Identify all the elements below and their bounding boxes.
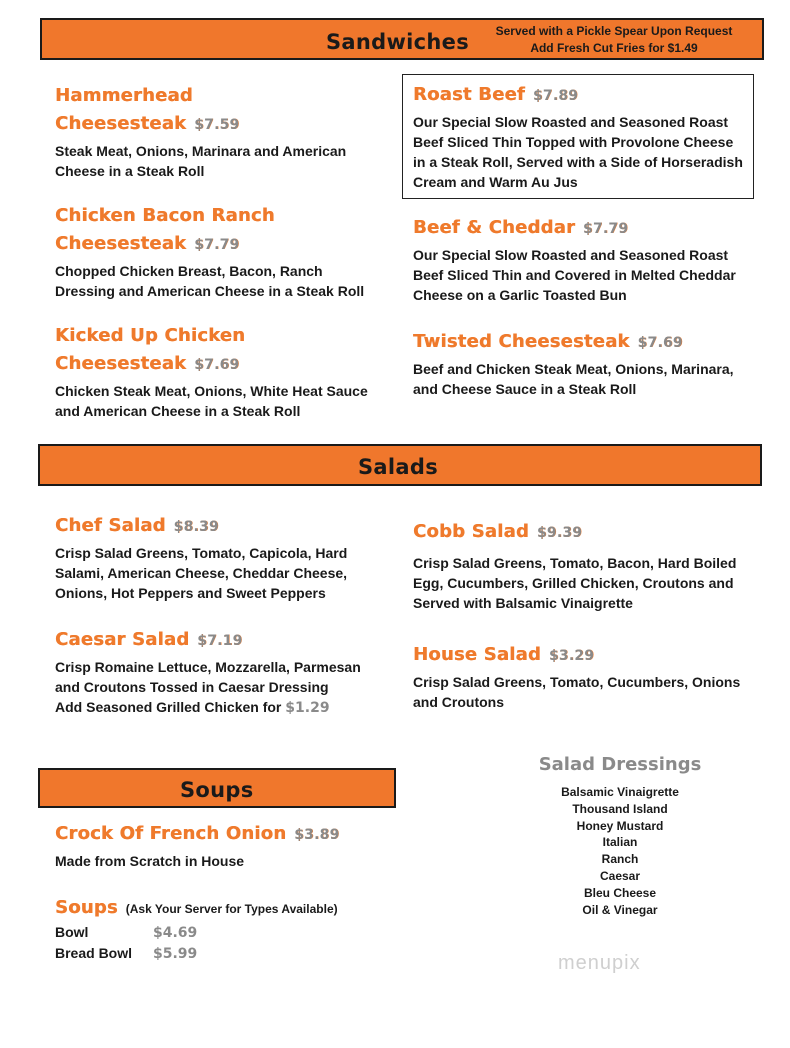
salads-title: Salads — [358, 455, 438, 479]
item-name: Chicken Bacon Ranch — [55, 205, 275, 226]
item-description: Crisp Salad Greens, Tomato, Capicola, Hard Salami, American Cheese, Cheddar Cheese, Onions, Hot Peppers and Sweet Peppers — [55, 545, 348, 601]
item-name-line2: Cheesesteak $7.69 — [55, 353, 240, 374]
menu-item-house-salad — [413, 641, 758, 712]
menu-item-french-onion — [55, 820, 395, 871]
note-pickle: Served with a Pickle Spear Upon Request — [495, 24, 733, 38]
dressing-item: Honey Mustard — [576, 818, 664, 833]
item-price: $7.19 — [197, 633, 243, 649]
menu-item-roast-beef — [402, 74, 754, 199]
item-name: House Salad $3.29 — [413, 644, 595, 665]
item-price: $7.79 — [194, 237, 240, 253]
item-description: Our Special Slow Roasted and Seasoned Roast Beef Sliced Thin Topped with Provolone Cheese in a Steak Roll, Served with a Side of Horseradish Cream and Warm Au Jus — [413, 114, 743, 190]
item-name: Chef Salad $8.39 — [55, 515, 219, 536]
item-description: Steak Meat, Onions, Marinara and American Cheese in a Steak Roll — [55, 143, 347, 179]
item-name-line2: Cheesesteak $7.59 — [55, 113, 240, 134]
soup-bread-bowl-row: Bread Bowl $5.99 — [55, 945, 198, 962]
item-description: Chicken Steak Meat, Onions, White Heat Sauce and American Cheese in a Steak Roll — [55, 383, 368, 419]
item-price: $7.69 — [637, 335, 683, 351]
menu-item-hammerhead — [55, 82, 375, 181]
soup-bowl-row: Bowl $4.69 — [55, 924, 198, 941]
soups-ask-note: (Ask Your Server for Types Available) — [125, 902, 338, 916]
item-description: Chopped Chicken Breast, Bacon, Ranch Dressing and American Cheese in a Steak Roll — [55, 263, 365, 299]
dressing-item: Oil & Vinegar — [582, 902, 658, 917]
item-name: Caesar Salad $7.19 — [55, 629, 243, 650]
dressings-title: Salad Dressings — [538, 754, 702, 775]
item-price: $7.89 — [532, 88, 579, 104]
item-description: Made from Scratch in House — [55, 853, 245, 869]
menu-item-twisted-cheesesteak — [413, 328, 758, 399]
menu-item-chef-salad — [55, 512, 375, 603]
menu-item-kicked-up-chicken — [55, 322, 385, 421]
item-name: Beef & Cheddar $7.79 — [413, 217, 629, 238]
bread-bowl-price: $5.99 — [153, 946, 198, 962]
item-name: Kicked Up Chicken — [55, 325, 246, 346]
item-price: $7.69 — [194, 357, 240, 373]
item-name: Cobb Salad $9.39 — [413, 521, 583, 542]
item-price: $7.59 — [194, 117, 240, 133]
sandwiches-note — [484, 23, 744, 57]
dressing-item: Caesar — [599, 868, 641, 883]
menu-item-beef-cheddar — [413, 214, 758, 305]
sandwiches-title: Sandwiches — [326, 30, 470, 54]
item-description: Beef and Chicken Steak Meat, Onions, Marinara, and Cheese Sauce in a Steak Roll — [413, 361, 734, 397]
item-addon: Add Seasoned Grilled Chicken for $1.29 — [55, 699, 330, 716]
item-description: Crisp Salad Greens, Tomato, Bacon, Hard Boiled Egg, Cucumbers, Grilled Chicken, Croutons and Served with Balsamic Vinaigrette — [413, 555, 737, 611]
item-description: Our Special Slow Roasted and Seasoned Roast Beef Sliced Thin and Covered in Melted Cheddar Cheese on a Garlic Toasted Bun — [413, 247, 736, 303]
item-description: Crisp Salad Greens, Tomato, Cucumbers, Onions and Croutons — [413, 674, 741, 710]
item-name: Hammerhead — [55, 85, 193, 106]
item-name: Twisted Cheesesteak $7.69 — [413, 331, 683, 352]
item-name: Crock Of French Onion $3.89 — [55, 823, 340, 844]
item-description: Crisp Romaine Lettuce, Mozzarella, Parmesan and Croutons Tossed in Caesar Dressing — [55, 659, 361, 695]
dressing-item: Balsamic Vinaigrette — [561, 785, 679, 799]
dressing-item: Thousand Island — [572, 801, 668, 816]
item-price: $7.79 — [583, 221, 629, 237]
bowl-price: $4.69 — [153, 925, 198, 941]
menu-item-cobb-salad — [413, 518, 758, 613]
menu-item-soups — [55, 894, 395, 964]
item-name: Roast Beef $7.89 — [413, 84, 579, 105]
item-price: $3.89 — [294, 827, 340, 843]
addon-price: $1.29 — [285, 700, 330, 716]
menupix-watermark: menupix — [558, 952, 641, 974]
dressing-item: Bleu Cheese — [583, 885, 657, 900]
soups-title: Soups — [180, 778, 254, 802]
item-price: $9.39 — [536, 525, 583, 541]
item-price: $3.29 — [548, 648, 595, 664]
item-name-line2: Cheesesteak $7.79 — [55, 233, 240, 254]
note-fries: Add Fresh Cut Fries for $1.49 — [530, 41, 698, 55]
menu-item-caesar-salad — [55, 626, 385, 718]
item-price: $8.39 — [173, 519, 219, 535]
menu-item-chicken-bacon-ranch — [55, 202, 385, 301]
dressing-item: Italian — [602, 835, 638, 850]
soups-heading: Soups (Ask Your Server for Types Available) — [55, 897, 338, 918]
dressing-item: Ranch — [601, 852, 639, 867]
dressings-list — [520, 784, 720, 918]
